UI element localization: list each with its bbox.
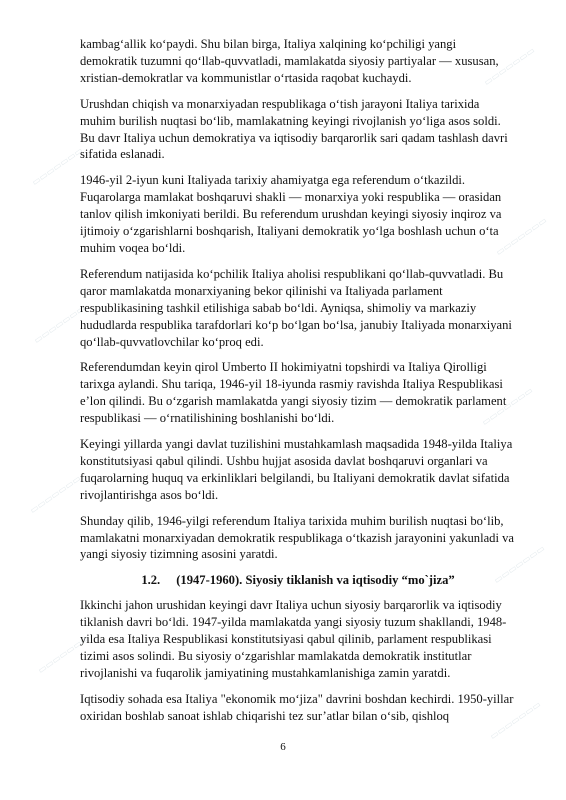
body-paragraph: Referendum natijasida ko‘pchilik Italiya aholisi respublikani qo‘llab-quvvatladi. Bu qaror mamlakatda monarxiyaning bekor qilinishi va Italiyada parlament respublikasining tashkil etilishiga sabab bo‘ldi. Ayniqsa, shimoliy va markaziy hududlarda respublika tarafdorlari ko‘p bo‘lgan bo‘lsa, janubiy Italiyada monarxiyani qo‘llab-quvvatlovchilar ko‘proq edi. xyxy=(80,266,512,349)
body-paragraph: kambag‘allik ko‘paydi. Shu bilan birga, Italiya xalqining ko‘pchiligi yangi demokratik tuzumni qo‘llab-quvvatladi, mamlakatda siyosiy partiyalar — xususan, xristian-demokratlar va kommunistlar o‘rtasida raqobat kuchaydi. xyxy=(80,37,499,85)
section-title: (1947-1960). Siyosiy tiklanish va iqtisodiy “mo`jiza” xyxy=(176,573,455,588)
body-paragraph: Urushdan chiqish va monarxiyadan respublikaga o‘tish jarayoni Italiya tarixida muhim burilish nuqtasi bo‘lib, mamlakatning keyingi rivojlanish yo‘liga asos soldi. Bu davr Italiya uchun demokratiya va iqtisodiy barqarorlik sari qadam tashlash davri sifatida eslanadi. xyxy=(80,96,508,162)
section-number: 1.2. xyxy=(141,573,161,588)
page-number: 6 xyxy=(280,741,286,753)
watermark: ▭▭▭▭▭▭▭ xyxy=(494,215,550,259)
body-paragraph: Shunday qilib, 1946-yilgi referendum Italiya tarixida muhim burilish nuqtasi bo‘lib, mamlakatni monarxiyadan demokratik respublikaga o‘tkazish jarayonini yakunladi va yangi siyosiy tizimning asosini yaratdi. xyxy=(80,513,514,562)
body-paragraph: Ikkinchi jahon urushidan keyingi davr Italiya uchun siyosiy barqarorlik va iqtisodiy tiklanish davri bo‘ldi. 1947-yilda mamlakatda yangi siyosiy tuzum shakllandi, 1948-yilda esa Italiya Respublikasi konstitutsiyasi qabul qilinib, parlament respublikasi tizimi asos solindi. Bu siyosiy o‘zgarishlar mamlakatda demokratik institutlar rivojlanishi va fuqarolik jamiyatining mustahkamlanishiga zamin yaratdi. xyxy=(80,598,507,680)
watermark: ▭▭▭▭▭▭▭ xyxy=(32,303,88,347)
section-heading xyxy=(80,572,516,589)
watermark: ▭▭▭▭▭▭▭ xyxy=(482,45,538,89)
watermark: ▭▭▭▭▭▭▭ xyxy=(488,699,544,743)
document-page xyxy=(80,36,516,734)
watermark: ▭▭▭▭▭▭▭ xyxy=(28,473,84,517)
watermark: ▭▭▭▭▭▭▭ xyxy=(480,385,536,429)
body-paragraph: Iqtisodiy sohada esa Italiya "ekonomik mo‘jiza" davrini boshdan kechirdi. 1950-yillar oxiridan boshlab sanoat ishlab chiqarishi tez sur’atlar bilan o‘sib, qishloq xyxy=(80,691,514,723)
body-paragraph: 1946-yil 2-iyun kuni Italiyada tarixiy ahamiyatga ega referendum o‘tkazildi. Fuqarolarga mamlakat boshqaruvi shakli — monarxiya yoki respublika — orasidan tanlov qilish imkoniyati berildi. Bu referendum urushdan keyingi siyosiy inqiroz va ijtimoiy o‘zgarishlarni boshqarish, Italiyani demokratik yo‘lga boshlash uchun o‘ta muhim voqea bo‘ldi. xyxy=(80,173,502,255)
watermark: ▭▭▭▭▭▭▭ xyxy=(36,633,92,677)
watermark: ▭▭▭▭▭▭▭ xyxy=(492,543,548,587)
body-paragraph: Referendumdan keyin qirol Umberto II hokimiyatni topshirdi va Italiya Qirolligi tarixga aylandi. Shu tariqa, 1946-yil 18-iyunda rasmiy ravishda Italiya Respublikasi e’lon qilindi. Bu o‘zgarish mamlakatda yangi siyosiy tizim — demokratik parlament respublikasi — o‘rnatilishining boshlanishi bo‘ldi. xyxy=(80,360,507,426)
watermark: ▭▭▭▭▭▭▭ xyxy=(30,145,86,189)
body-paragraph: Keyingi yillarda yangi davlat tuzilishini mustahkamlash maqsadida 1948-yilda Italiya konstitutsiyasi qabul qilindi. Ushbu hujjat asosida davlat boshqaruvi organlari va fuqarolarning huquq va erkinliklari belgilandi, bu Italiyani demokratik davlat sifatida rivojlantirishga asos bo‘ldi. xyxy=(80,437,513,502)
